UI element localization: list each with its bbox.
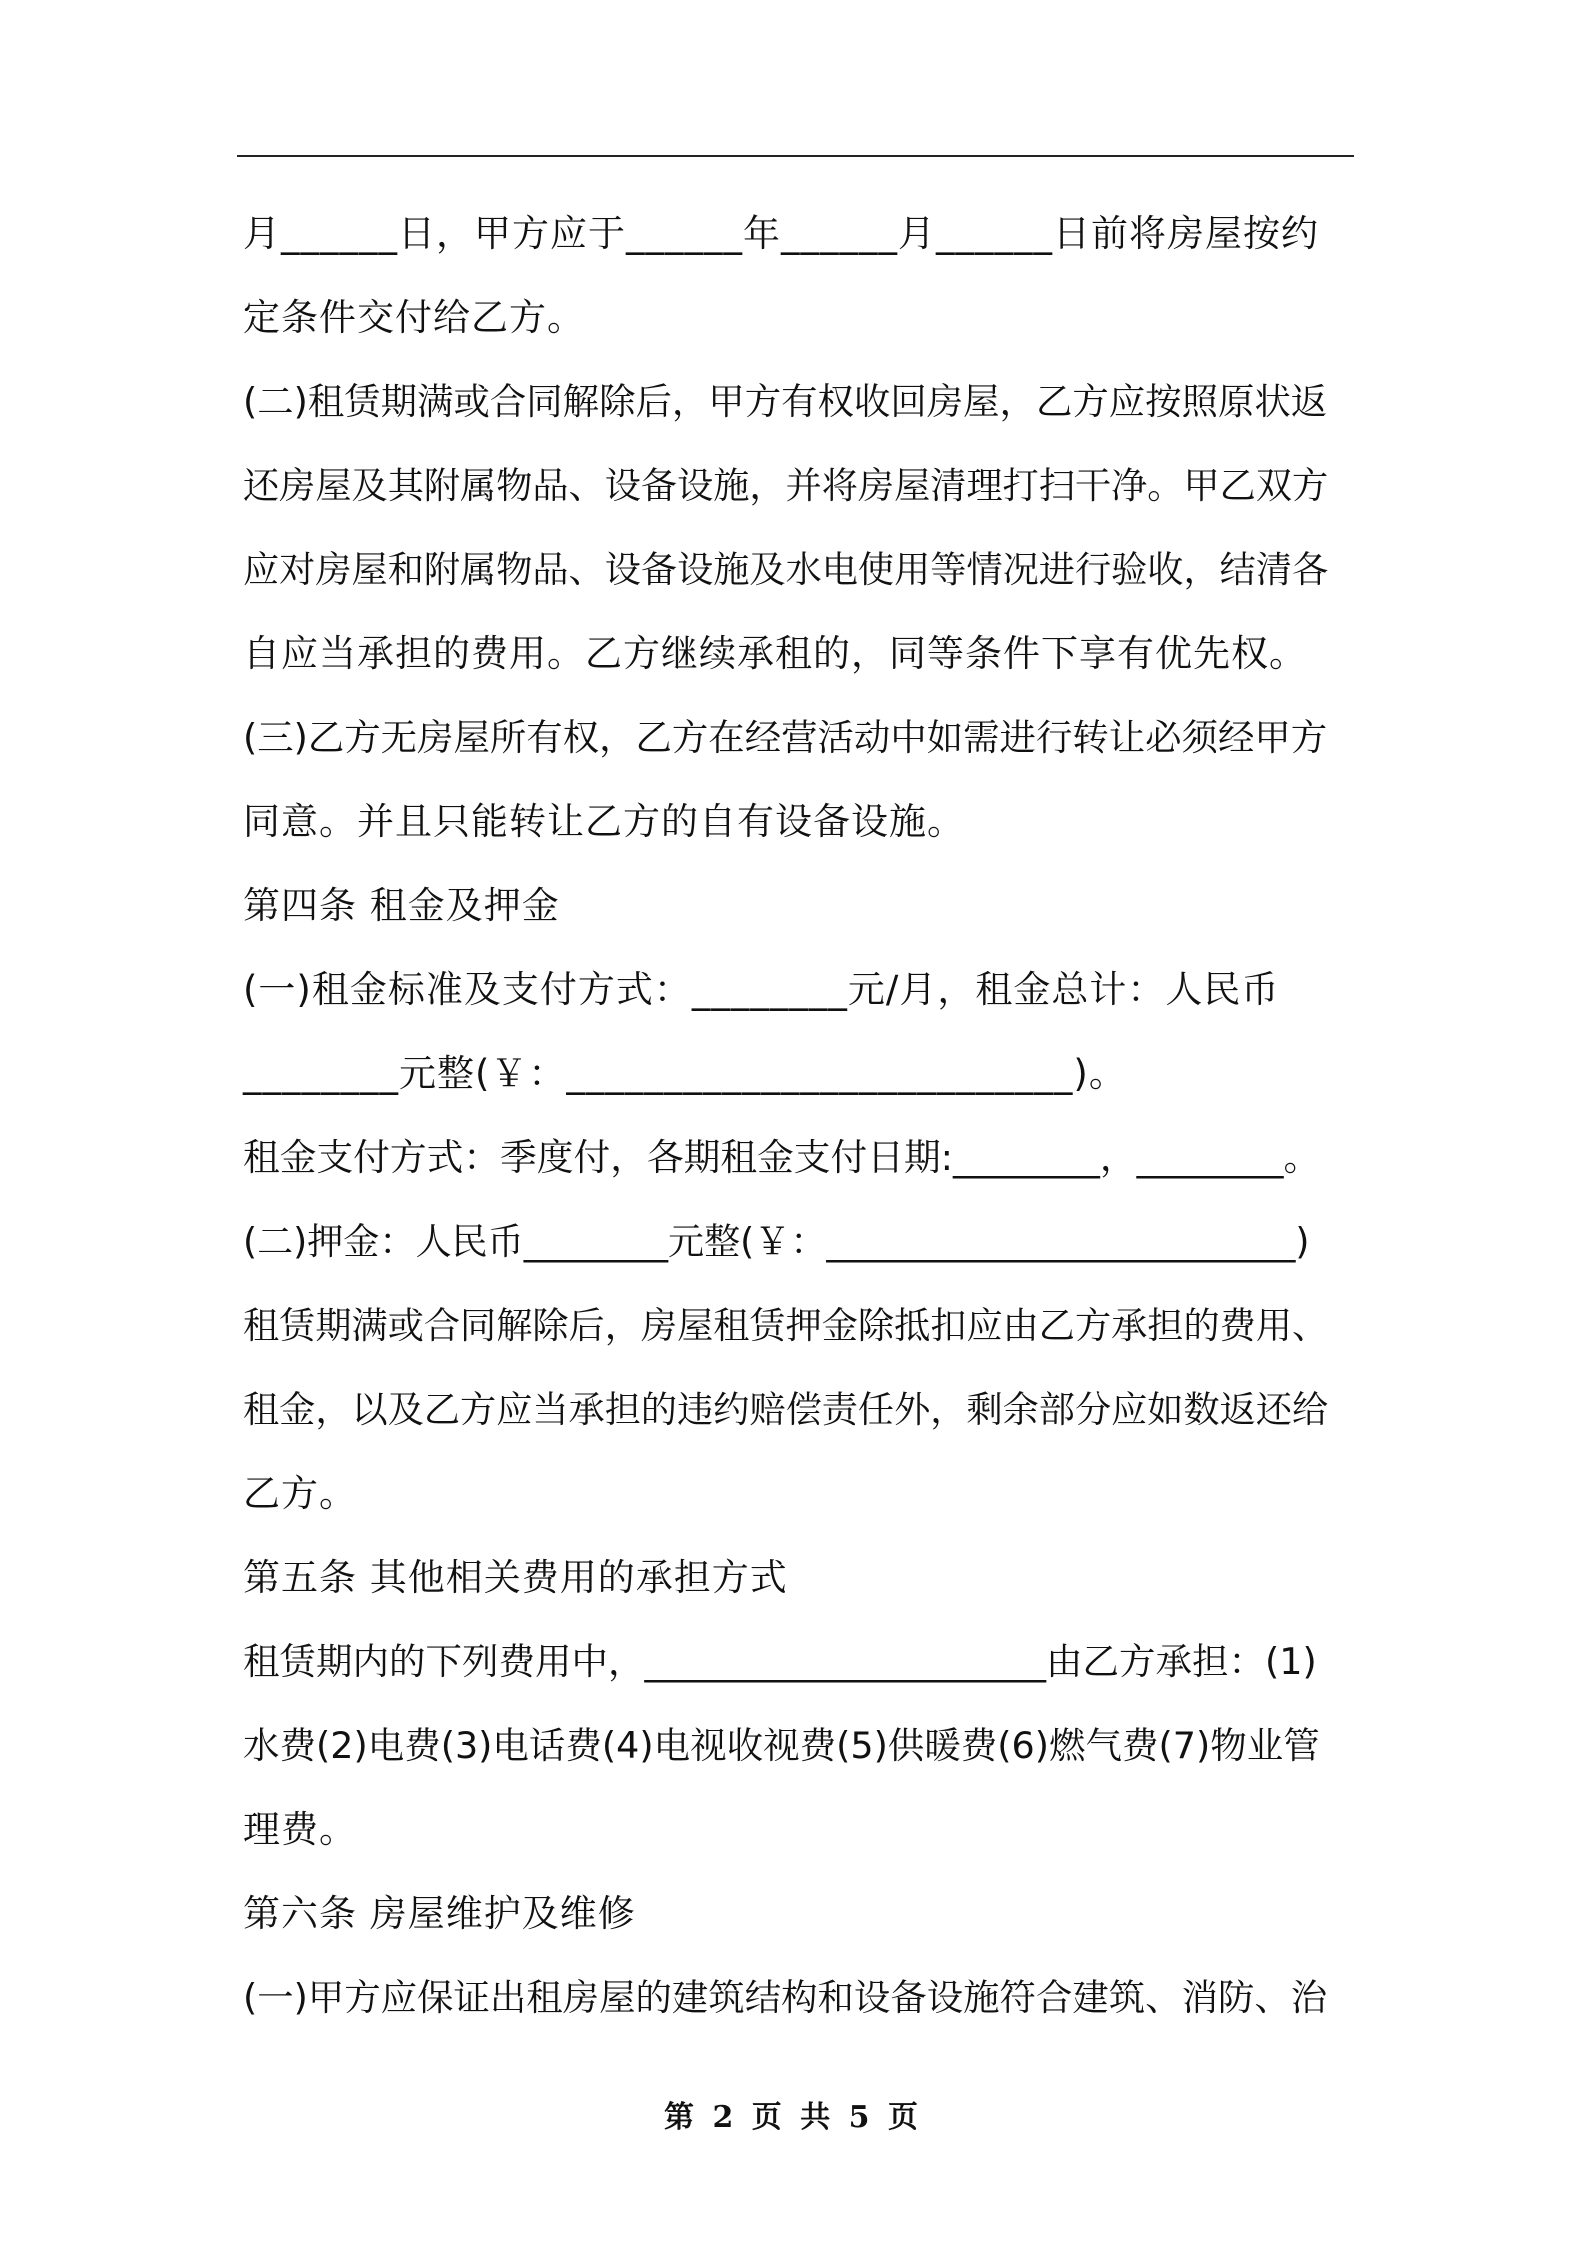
text-line: (一)租金标准及支付方式：________元/月，租金总计：人民币	[243, 968, 1280, 1011]
section-heading: 第五条 其他相关费用的承担方式	[243, 1556, 788, 1599]
text-line: ________元整(￥：__________________________)。	[243, 1052, 1127, 1095]
text-line: 租赁期内的下列费用中，______________________由乙方承担：(1)	[243, 1640, 1317, 1683]
text-line: 水费(2)电费(3)电话费(4)电视收视费(5)供暖费(6)燃气费(7)物业管	[243, 1724, 1320, 1767]
text-line: 定条件交付给乙方。	[243, 296, 585, 339]
text-line: (二)押金：人民币________元整(￥：__________________________)	[243, 1221, 1310, 1263]
text-line: 同意。并且只能转让乙方的自有设备设施。	[243, 800, 965, 843]
section-heading: 第四条 租金及押金	[243, 884, 560, 927]
text-line: 租赁期满或合同解除后，房屋租赁押金除抵扣应由乙方承担的费用、	[243, 1304, 1329, 1347]
text-line: 还房屋及其附属物品、设备设施，并将房屋清理打扫干净。甲乙双方	[243, 464, 1329, 507]
text-line: (一)甲方应保证出租房屋的建筑结构和设备设施符合建筑、消防、治	[243, 1976, 1328, 2019]
text-line: 租金支付方式：季度付，各期租金支付日期:________，________。	[243, 1136, 1321, 1179]
text-line: 自应当承担的费用。乙方继续承租的，同等条件下享有优先权。	[243, 632, 1307, 675]
text-line: 租金，以及乙方应当承担的违约赔偿责任外，剩余部分应如数返还给	[243, 1388, 1329, 1431]
text-line: 理费。	[243, 1808, 357, 1851]
page-number: 第 2 页 共 5 页	[664, 2100, 922, 2135]
text-line: 乙方。	[243, 1472, 357, 1515]
contract-body	[243, 192, 1358, 2040]
text-line: 月______日，甲方应于______年______月______日前将房屋按约	[243, 212, 1319, 255]
text-line: 应对房屋和附属物品、设备设施及水电使用等情况进行验收，结清各	[243, 548, 1329, 591]
text-line: (二)租赁期满或合同解除后，甲方有权收回房屋，乙方应按照原状返	[243, 380, 1328, 423]
header-divider	[237, 155, 1354, 157]
section-heading: 第六条 房屋维护及维修	[243, 1892, 636, 1935]
text-line: (三)乙方无房屋所有权，乙方在经营活动中如需进行转让必须经甲方	[243, 716, 1328, 759]
